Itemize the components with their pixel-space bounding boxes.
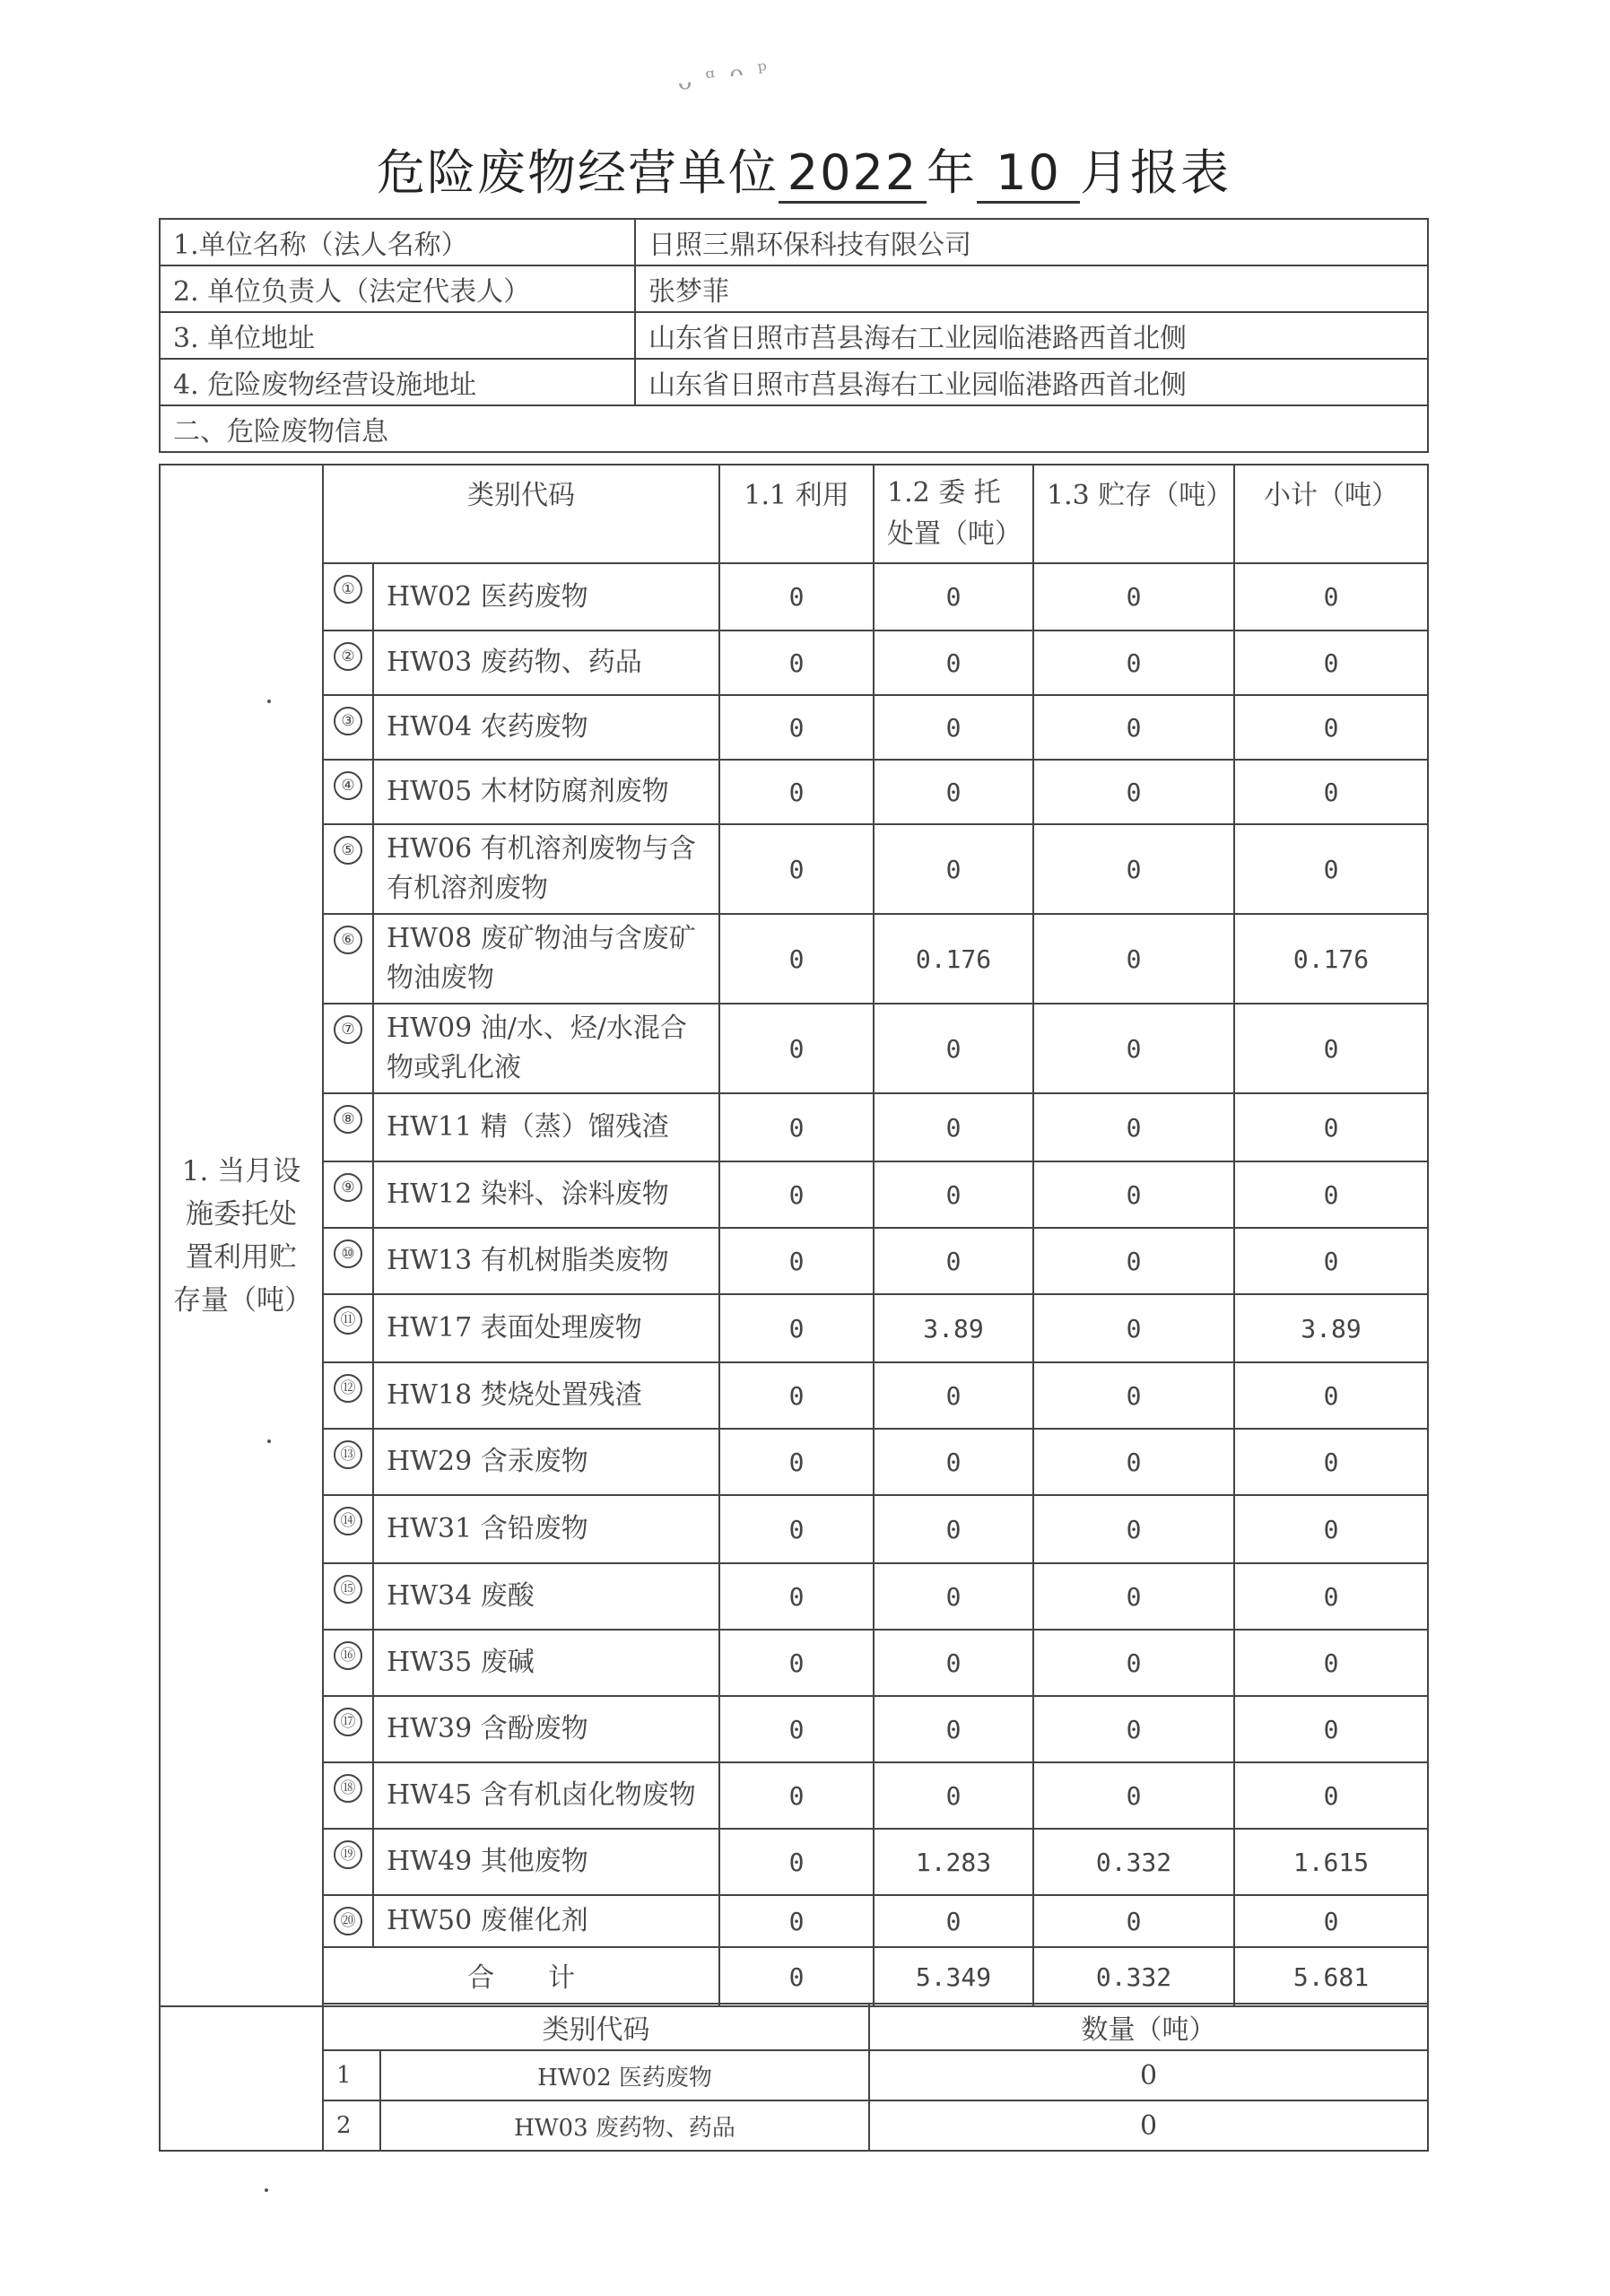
use-value: 0 xyxy=(719,824,874,914)
row-number-cell xyxy=(323,631,373,695)
row-number-cell xyxy=(323,1495,373,1563)
table-row xyxy=(160,760,1428,824)
table-row xyxy=(160,1696,1428,1762)
waste-category: HW05 木材防腐剂废物 xyxy=(373,760,719,824)
store-value: 0.332 xyxy=(1033,1829,1234,1895)
dispose-value: 0 xyxy=(874,1696,1033,1762)
blank-cell xyxy=(160,2004,323,2151)
row-number-cell xyxy=(323,914,373,1004)
table-row xyxy=(160,312,1428,359)
waste-category: HW50 废催化剂 xyxy=(373,1895,719,1947)
store-value: 0 xyxy=(1033,1895,1234,1947)
subtotal-value: 0 xyxy=(1234,1563,1428,1630)
row-number: ⑧ xyxy=(334,1105,362,1134)
row-number: ⑫ xyxy=(334,1374,362,1403)
row-number-cell xyxy=(323,1294,373,1362)
table-row xyxy=(160,1829,1428,1895)
table-row xyxy=(160,824,1428,914)
subtotal-value: 0 xyxy=(1234,1093,1428,1161)
subtotal-value: 1.615 xyxy=(1234,1829,1428,1895)
representative-label: 2. 单位负责人（法定代表人） xyxy=(160,265,635,312)
store-value: 0 xyxy=(1033,1696,1234,1762)
waste-category: HW04 农药废物 xyxy=(373,695,719,760)
row-number: ① xyxy=(334,575,362,604)
waste-category: HW12 染料、涂料废物 xyxy=(373,1161,719,1228)
header-use: 1.1 利用 xyxy=(719,465,874,563)
dispose-value: 0 xyxy=(874,1495,1033,1563)
table-header-row xyxy=(160,2004,1428,2050)
store-value: 0 xyxy=(1033,631,1234,695)
waste-category: HW02 医药废物 xyxy=(380,2050,869,2100)
table-row xyxy=(160,1228,1428,1294)
address-value: 山东省日照市莒县海右工业园临港路西首北侧 xyxy=(635,312,1428,359)
use-value: 0 xyxy=(719,1563,874,1630)
store-value: 0 xyxy=(1033,1093,1234,1161)
header-code: 类别代码 xyxy=(323,2004,869,2050)
row-number-cell xyxy=(323,1093,373,1161)
dispose-value: 0 xyxy=(874,1429,1033,1495)
row-number: ⑰ xyxy=(334,1708,362,1736)
store-value: 0 xyxy=(1033,1004,1234,1093)
subtotal-value: 0 xyxy=(1234,1004,1428,1093)
subtotal-value: 0 xyxy=(1234,563,1428,631)
table-row xyxy=(160,1895,1428,1947)
table-row xyxy=(160,1429,1428,1495)
table-row xyxy=(160,2050,1428,2100)
row-number: ⑱ xyxy=(334,1774,362,1803)
row-number: ⑩ xyxy=(334,1239,362,1268)
store-value: 0 xyxy=(1033,1161,1234,1228)
category-quantity-table xyxy=(159,2003,1429,2152)
title-suffix: 月报表 xyxy=(1080,144,1231,201)
store-value: 0 xyxy=(1033,1762,1234,1829)
table-row xyxy=(160,1004,1428,1093)
unit-name-label: 1.单位名称（法人名称） xyxy=(160,219,635,265)
store-value: 0 xyxy=(1033,1228,1234,1294)
store-value: 0 xyxy=(1033,824,1234,914)
report-year: 2022 xyxy=(779,144,927,204)
table-row xyxy=(160,1093,1428,1161)
row-number-cell xyxy=(323,760,373,824)
table-row xyxy=(160,1762,1428,1829)
waste-category: HW09 油/水、烃/水混合物或乳化液 xyxy=(373,1004,719,1093)
table-row xyxy=(160,405,1428,452)
waste-category: HW29 含汞废物 xyxy=(373,1429,719,1495)
store-value: 0 xyxy=(1033,1362,1234,1429)
quantity-value: 0 xyxy=(869,2100,1428,2151)
waste-category: HW45 含有机卤化物废物 xyxy=(373,1762,719,1829)
dispose-value: 3.89 xyxy=(874,1294,1033,1362)
subtotal-value: 0 xyxy=(1234,695,1428,760)
scan-speck xyxy=(265,2188,268,2192)
section-label: 二、危险废物信息 xyxy=(160,405,1428,452)
subtotal-value: 0 xyxy=(1234,631,1428,695)
row-number-cell xyxy=(323,1696,373,1762)
row-number: ⑪ xyxy=(334,1306,362,1335)
waste-category: HW34 废酸 xyxy=(373,1563,719,1630)
waste-category: HW17 表面处理废物 xyxy=(373,1294,719,1362)
dispose-value: 0 xyxy=(874,1563,1033,1630)
title-year-suffix: 年 xyxy=(927,144,977,201)
store-value: 0 xyxy=(1033,1294,1234,1362)
total-store-value: 0.332 xyxy=(1033,1947,1234,2006)
store-value: 0 xyxy=(1033,695,1234,760)
table-row xyxy=(160,359,1428,405)
total-dispose-value: 5.349 xyxy=(874,1947,1033,2006)
quantity-value: 0 xyxy=(869,2050,1428,2100)
subtotal-value: 0 xyxy=(1234,1495,1428,1563)
subtotal-value: 0 xyxy=(1234,1630,1428,1696)
use-value: 0 xyxy=(719,760,874,824)
store-value: 0 xyxy=(1033,760,1234,824)
subtotal-value: 3.89 xyxy=(1234,1294,1428,1362)
table-row xyxy=(160,1161,1428,1228)
representative-value: 张梦菲 xyxy=(635,265,1428,312)
dispose-value: 0 xyxy=(874,1004,1033,1093)
dispose-value: 0 xyxy=(874,760,1033,824)
waste-category: HW03 废药物、药品 xyxy=(380,2100,869,2151)
subtotal-value: 0 xyxy=(1234,1362,1428,1429)
waste-category: HW08 废矿物油与含废矿物油废物 xyxy=(373,914,719,1004)
row-number-cell xyxy=(323,563,373,631)
dispose-value: 0 xyxy=(874,1161,1033,1228)
subtotal-value: 0 xyxy=(1234,1429,1428,1495)
handwritten-mark: ᴗ ᵅ ᴖ ᵖ xyxy=(675,56,773,97)
subtotal-value: 0 xyxy=(1234,1762,1428,1829)
row-number-cell xyxy=(323,1429,373,1495)
table-row xyxy=(160,265,1428,312)
table-row xyxy=(160,219,1428,265)
row-number: ② xyxy=(334,642,362,671)
waste-category: HW06 有机溶剂废物与含有机溶剂废物 xyxy=(373,824,719,914)
use-value: 0 xyxy=(719,1093,874,1161)
subtotal-value: 0 xyxy=(1234,1228,1428,1294)
table-row xyxy=(160,2100,1428,2151)
row-number: ③ xyxy=(334,707,362,735)
use-value: 0 xyxy=(719,1228,874,1294)
store-value: 0 xyxy=(1033,1495,1234,1563)
row-number: ⑥ xyxy=(334,926,362,954)
total-row xyxy=(160,1947,1428,2006)
use-value: 0 xyxy=(719,1829,874,1895)
table-row xyxy=(160,1362,1428,1429)
use-value: 0 xyxy=(719,1762,874,1829)
facility-address-value: 山东省日照市莒县海右工业园临港路西首北侧 xyxy=(635,359,1428,405)
dispose-value: 0 xyxy=(874,1895,1033,1947)
dispose-value: 0 xyxy=(874,824,1033,914)
row-number-cell xyxy=(323,1228,373,1294)
waste-category: HW11 精（蒸）馏残渣 xyxy=(373,1093,719,1161)
dispose-value: 0 xyxy=(874,1093,1033,1161)
page-title xyxy=(377,135,1256,204)
header-store: 1.3 贮存（吨） xyxy=(1033,465,1234,563)
use-value: 0 xyxy=(719,1004,874,1093)
store-value: 0 xyxy=(1033,1429,1234,1495)
subtotal-value: 0 xyxy=(1234,1161,1428,1228)
header-code: 类别代码 xyxy=(323,465,719,563)
use-value: 0 xyxy=(719,1362,874,1429)
waste-table xyxy=(159,464,1429,2007)
dispose-value: 1.283 xyxy=(874,1829,1033,1895)
total-label: 合 计 xyxy=(323,1947,719,2006)
row-number-cell xyxy=(323,1362,373,1429)
row-number: ⑬ xyxy=(334,1440,362,1469)
dispose-value: 0 xyxy=(874,695,1033,760)
total-subtotal-value: 5.681 xyxy=(1234,1947,1428,2006)
row-number: ⑲ xyxy=(334,1840,362,1869)
header-qty: 数量（吨） xyxy=(869,2004,1428,2050)
total-use-value: 0 xyxy=(719,1947,874,2006)
use-value: 0 xyxy=(719,563,874,631)
waste-category: HW13 有机树脂类废物 xyxy=(373,1228,719,1294)
side-label: 1. 当月设施委托处置利用贮存量（吨） xyxy=(160,465,323,2006)
row-number-cell xyxy=(323,1563,373,1630)
use-value: 0 xyxy=(719,1895,874,1947)
row-number: ⑤ xyxy=(334,836,362,865)
table-row xyxy=(160,1294,1428,1362)
table-row xyxy=(160,1563,1428,1630)
table-row xyxy=(160,1630,1428,1696)
dispose-value: 0 xyxy=(874,563,1033,631)
row-number: 1 xyxy=(323,2050,380,2100)
row-number: ⑮ xyxy=(334,1575,362,1604)
use-value: 0 xyxy=(719,695,874,760)
dispose-value: 0 xyxy=(874,1362,1033,1429)
row-number: ⑦ xyxy=(334,1015,362,1044)
store-value: 0 xyxy=(1033,1630,1234,1696)
waste-category: HW18 焚烧处置残渣 xyxy=(373,1362,719,1429)
unit-info-table xyxy=(159,218,1429,453)
waste-category: HW02 医药废物 xyxy=(373,563,719,631)
row-number-cell xyxy=(323,1004,373,1093)
row-number-cell xyxy=(323,1895,373,1947)
subtotal-value: 0.176 xyxy=(1234,914,1428,1004)
store-value: 0 xyxy=(1033,1563,1234,1630)
store-value: 0 xyxy=(1033,914,1234,1004)
dispose-value: 0 xyxy=(874,1228,1033,1294)
subtotal-value: 0 xyxy=(1234,760,1428,824)
use-value: 0 xyxy=(719,1495,874,1563)
row-number-cell xyxy=(323,1630,373,1696)
table-row xyxy=(160,563,1428,631)
row-number-cell xyxy=(323,1829,373,1895)
dispose-value: 0 xyxy=(874,631,1033,695)
dispose-value: 0 xyxy=(874,1762,1033,1829)
row-number: ⑭ xyxy=(334,1507,362,1535)
waste-category: HW49 其他废物 xyxy=(373,1829,719,1895)
waste-category: HW35 废碱 xyxy=(373,1630,719,1696)
subtotal-value: 0 xyxy=(1234,1696,1428,1762)
header-dispose: 1.2 委 托处置（吨） xyxy=(874,465,1033,563)
table-row xyxy=(160,1495,1428,1563)
row-number-cell xyxy=(323,1161,373,1228)
waste-category: HW03 废药物、药品 xyxy=(373,631,719,695)
row-number: ⑨ xyxy=(334,1173,362,1202)
table-header-row xyxy=(160,465,1428,563)
report-month: 10 xyxy=(977,144,1080,204)
waste-category: HW39 含酚废物 xyxy=(373,1696,719,1762)
row-number: 2 xyxy=(323,2100,380,2151)
row-number: ④ xyxy=(334,771,362,800)
dispose-value: 0.176 xyxy=(874,914,1033,1004)
row-number-cell xyxy=(323,1762,373,1829)
row-number: ⑳ xyxy=(334,1907,362,1935)
use-value: 0 xyxy=(719,631,874,695)
dispose-value: 0 xyxy=(874,1630,1033,1696)
row-number-cell xyxy=(323,824,373,914)
address-label: 3. 单位地址 xyxy=(160,312,635,359)
row-number-cell xyxy=(323,695,373,760)
use-value: 0 xyxy=(719,1294,874,1362)
use-value: 0 xyxy=(719,914,874,1004)
use-value: 0 xyxy=(719,1696,874,1762)
table-row xyxy=(160,914,1428,1004)
use-value: 0 xyxy=(719,1630,874,1696)
waste-category: HW31 含铅废物 xyxy=(373,1495,719,1563)
row-number: ⑯ xyxy=(334,1641,362,1670)
header-subtotal: 小计（吨） xyxy=(1234,465,1428,563)
subtotal-value: 0 xyxy=(1234,824,1428,914)
store-value: 0 xyxy=(1033,563,1234,631)
table-row xyxy=(160,695,1428,760)
use-value: 0 xyxy=(719,1429,874,1495)
table-row xyxy=(160,631,1428,695)
subtotal-value: 0 xyxy=(1234,1895,1428,1947)
facility-address-label: 4. 危险废物经营设施地址 xyxy=(160,359,635,405)
title-prefix: 危险废物经营单位 xyxy=(377,144,779,201)
use-value: 0 xyxy=(719,1161,874,1228)
unit-name-value: 日照三鼎环保科技有限公司 xyxy=(635,219,1428,265)
